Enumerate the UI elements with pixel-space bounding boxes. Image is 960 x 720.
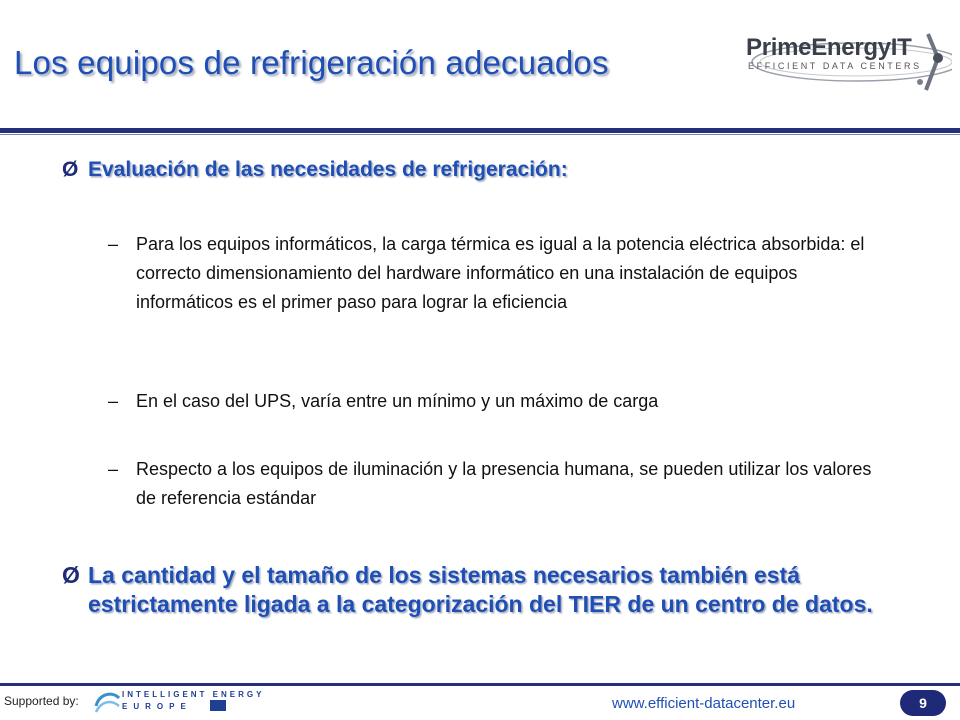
dash-marker: – [108, 391, 119, 411]
dash-marker: – [108, 459, 119, 479]
header-divider [0, 128, 960, 133]
arrow-bullet-icon: Ø [62, 562, 80, 588]
subitem-lighting [108, 455, 888, 513]
header-divider-thin [0, 134, 960, 135]
bullet-cooling-needs [62, 158, 568, 182]
subitem-text: En el caso del UPS, varía entre un mínimo y un máximo de carga [136, 391, 659, 411]
logo-tagline: EFFICIENT DATA CENTERS [748, 61, 922, 71]
intelligent-energy-europe-logo [92, 688, 282, 716]
bullet-text: La cantidad y el tamaño de los sistemas necesarios también está estrictamente ligada a la categorización del TIER de un centro de datos. [88, 562, 873, 617]
page-number-badge: 9 [900, 690, 946, 716]
subitem-text: Respecto a los equipos de iluminación y la presencia humana, se pueden utilizar los valores de referencia estándar [136, 459, 872, 508]
website-url: www.efficient-datacenter.eu [612, 695, 796, 712]
dash-marker: – [108, 234, 119, 254]
subitem-ups [108, 387, 888, 416]
subitem-it-equipment [108, 230, 888, 317]
arrow-bullet-icon: Ø [62, 158, 79, 181]
slide-title: Los equipos de refrigeración adecuados [14, 44, 609, 81]
bullet-tier-categorization [62, 561, 882, 619]
supported-by-label: Supported by: [4, 694, 79, 708]
footer-divider [0, 683, 960, 686]
subitem-text: Para los equipos informáticos, la carga térmica es igual a la potencia eléctrica absorbida: el correcto dimensionamiento del hardware informático en una instalación de equipos informáticos es el primer paso para lograr la eficiencia [136, 234, 865, 312]
iee-line1: INTELLIGENT ENERGY [122, 690, 265, 699]
bullet-text: Evaluación de las necesidades de refrigeración: [88, 158, 568, 181]
iee-swirl-icon [92, 688, 122, 716]
iee-line2: EUROPE [122, 702, 192, 711]
eu-flag-icon [210, 700, 226, 711]
primeenergyit-logo [738, 28, 952, 98]
logo-wordmark: PrimeEnergyIT [746, 34, 912, 61]
